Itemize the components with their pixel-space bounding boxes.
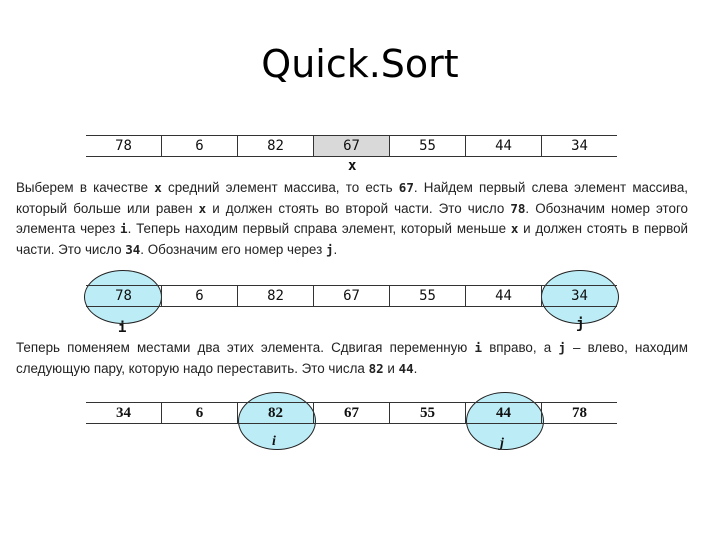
array-cell: 6 <box>161 286 237 306</box>
array-row-1 <box>86 135 617 157</box>
array-cell: 55 <box>389 136 465 156</box>
paragraph-2 <box>16 338 688 379</box>
array-cell: 6 <box>161 136 237 156</box>
text: . Обозначим его номер через <box>140 241 326 257</box>
array-row-2 <box>86 285 617 307</box>
text: и должен стоять во второй части. Это число <box>206 200 511 216</box>
code: 78 <box>510 200 526 216</box>
array-cell: 78 <box>541 403 617 423</box>
array-cell: 44 <box>465 136 541 156</box>
code: x <box>154 180 162 195</box>
code: 34 <box>125 241 141 257</box>
text: средний элемент массива, то есть <box>161 180 399 195</box>
index-marker-i: i <box>272 434 276 449</box>
code: i <box>474 340 483 355</box>
code: 82 <box>368 360 384 376</box>
code: j <box>325 241 334 257</box>
array-cell: 44 <box>465 286 541 306</box>
index-marker-j: j <box>576 316 585 332</box>
code: i <box>120 221 128 236</box>
array-cell: 34 <box>541 136 617 156</box>
array-cell: 78 <box>115 138 132 154</box>
code: j <box>558 340 566 355</box>
array-cell: 55 <box>389 286 465 306</box>
text: . <box>413 360 418 376</box>
array-cell: 67 <box>313 286 389 306</box>
array-cell: 78 <box>115 288 132 304</box>
code: 44 <box>398 360 414 376</box>
array-cell: 34 <box>541 286 617 306</box>
array-cell: 6 <box>161 403 237 423</box>
text: и должен стоять в первой части. Это число <box>16 221 688 257</box>
text: . Теперь находим первый справа элемент, который меньше <box>127 221 511 236</box>
index-marker-i: i <box>118 320 127 336</box>
array-cell: 44 <box>465 403 541 423</box>
text: . Найдем первый слева элемент массива, который больше или равен <box>16 180 688 216</box>
array-cell: 55 <box>389 403 465 423</box>
text: вправо, а <box>482 340 559 355</box>
array-cell: 67 <box>313 403 389 423</box>
code: 67 <box>398 180 414 195</box>
text: . <box>333 241 338 257</box>
array-row-3 <box>86 402 617 424</box>
array-cell: 82 <box>237 403 313 423</box>
text: Теперь поменяем местами два этих элемента. Сдвигая переменную <box>16 340 475 355</box>
code: x <box>198 200 207 216</box>
paragraph-1 <box>16 178 688 260</box>
code: x <box>510 221 519 236</box>
array-cell: 34 <box>116 405 131 421</box>
array-cell-pivot: 67 <box>313 136 389 156</box>
text: и <box>383 360 399 376</box>
slide-title: Quick.Sort <box>261 42 459 86</box>
text: Выберем в качестве <box>16 180 155 195</box>
index-marker-j: j <box>500 436 504 451</box>
pivot-marker-x: x <box>348 158 357 174</box>
text: . Обозначим номер этого элемента через <box>16 200 688 236</box>
array-cell: 82 <box>237 286 313 306</box>
text: – влево, находим следующую пару, которую надо переставить. Это числа <box>16 340 688 376</box>
array-cell: 82 <box>237 136 313 156</box>
